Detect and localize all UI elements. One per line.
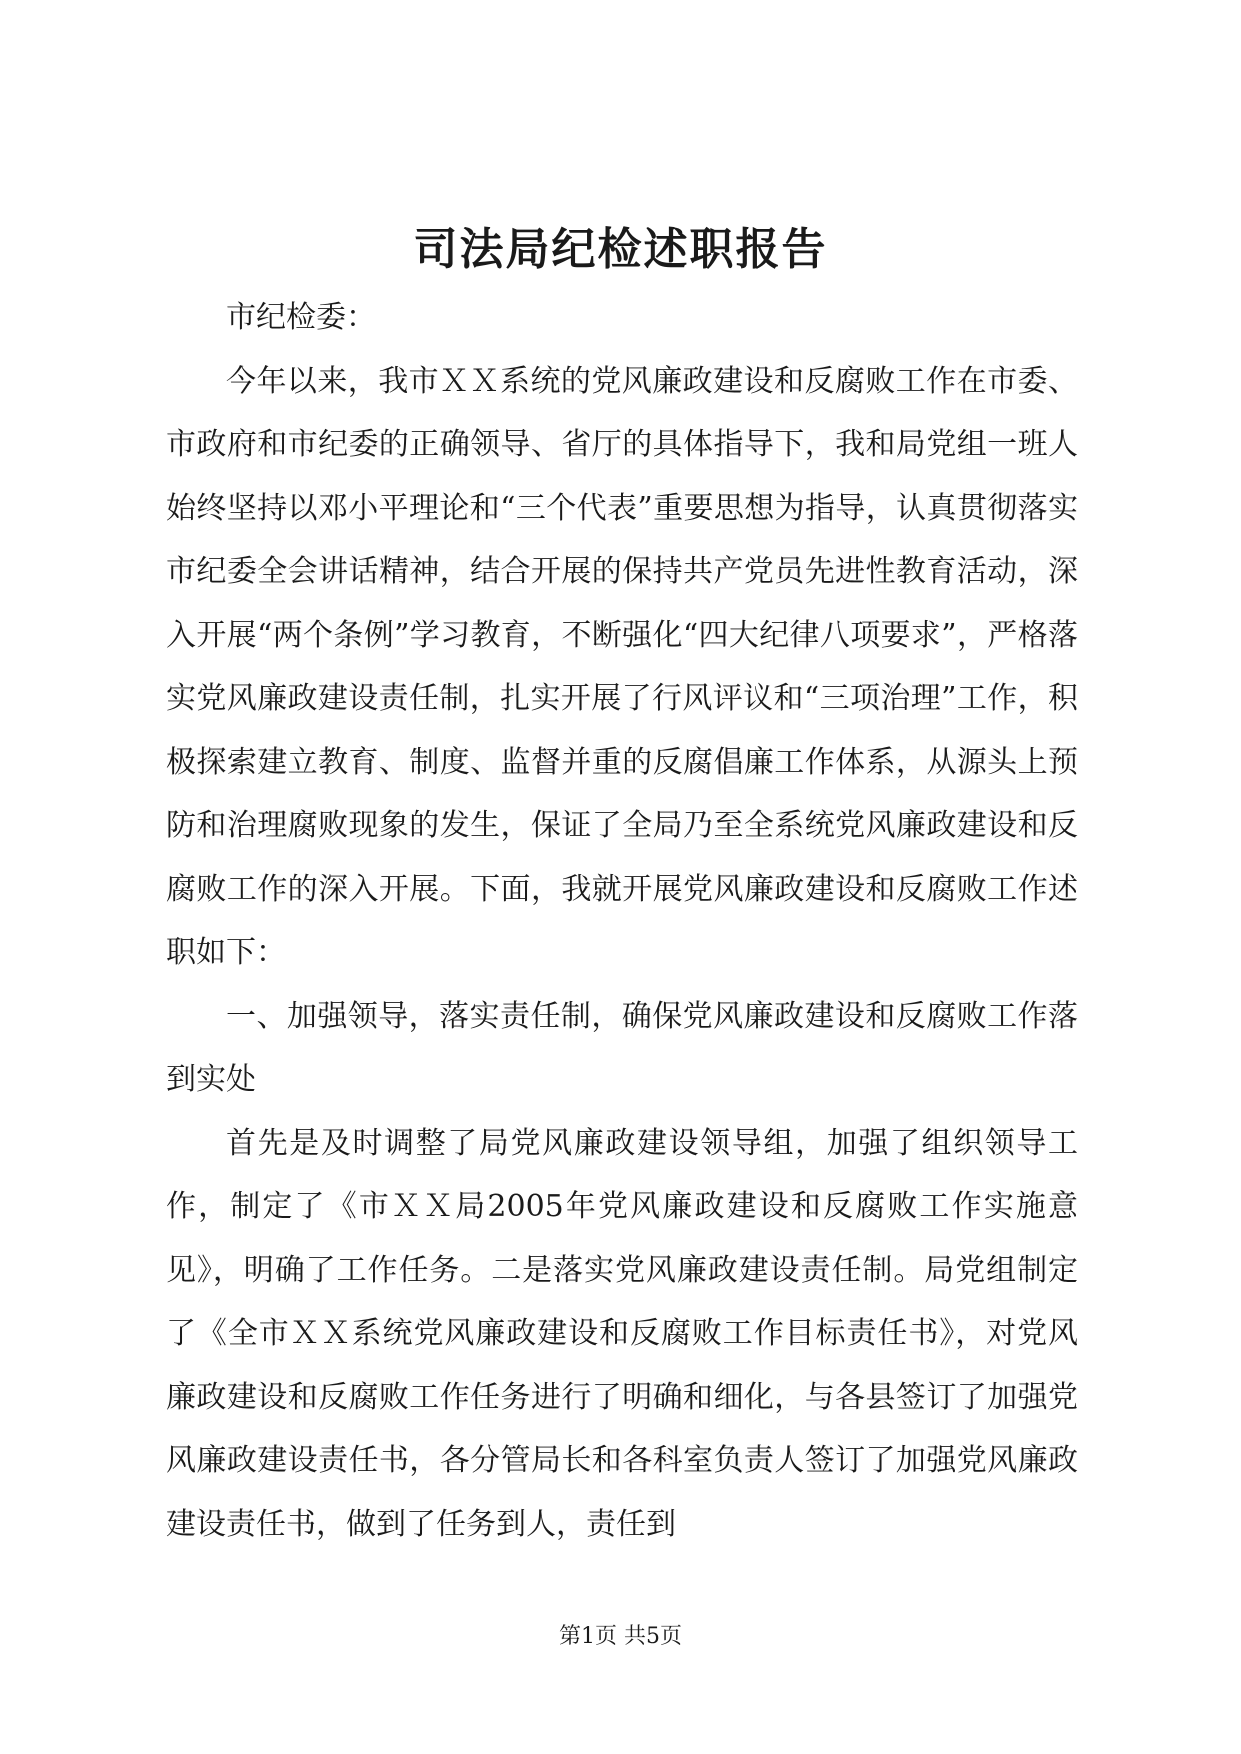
page-number-footer: 第1页 共5页 (559, 1624, 682, 1649)
document-title: 司法局纪检述职报告 (413, 224, 828, 275)
section-heading-1: 一、加强领导，落实责任制，确保党风廉政建设和反腐败工作落到实处 (166, 998, 1078, 1097)
salutation: 市纪检委： (226, 300, 376, 335)
paragraph-section-1: 首先是及时调整了局党风廉政建设领导组，加强了组织领导工作，制定了《市ＸＸ局2005年党风廉政建设和反腐败工作实施意见》，明确了工作任务。二是落实党风廉政建设责任制。局党组制定了《全市ＸＸ系统党风廉政建设和反腐败工作目标责任书》，对党风廉政建设和反腐败工作任务进行了明确和细化，与各县签订了加强党风廉政建设责任书，各分管局长和各科室负责人签订了加强党风廉政建设责任书，做到了任务到人，责任到 (166, 1125, 1078, 1542)
document-body (166, 286, 1078, 1556)
paragraph-intro: 今年以来，我市ＸＸ系统的党风廉政建设和反腐败工作在市委、市政府和市纪委的正确领导、省厅的具体指导下，我和局党组一班人始终坚持以邓小平理论和“三个代表”重要思想为指导，认真贯彻落实市纪委全会讲话精神，结合开展的保持共产党员先进性教育活动，深入开展“两个条例”学习教育，不断强化“四大纪律八项要求”，严格落实党风廉政建设责任制，扎实开展了行风评议和“三项治理”工作，积极探索建立教育、制度、监督并重的反腐倡廉工作体系，从源头上预防和治理腐败现象的发生，保证了全局乃至全系统党风廉政建设和反腐败工作的深入开展。下面，我就开展党风廉政建设和反腐败工作述职如下： (166, 363, 1078, 970)
